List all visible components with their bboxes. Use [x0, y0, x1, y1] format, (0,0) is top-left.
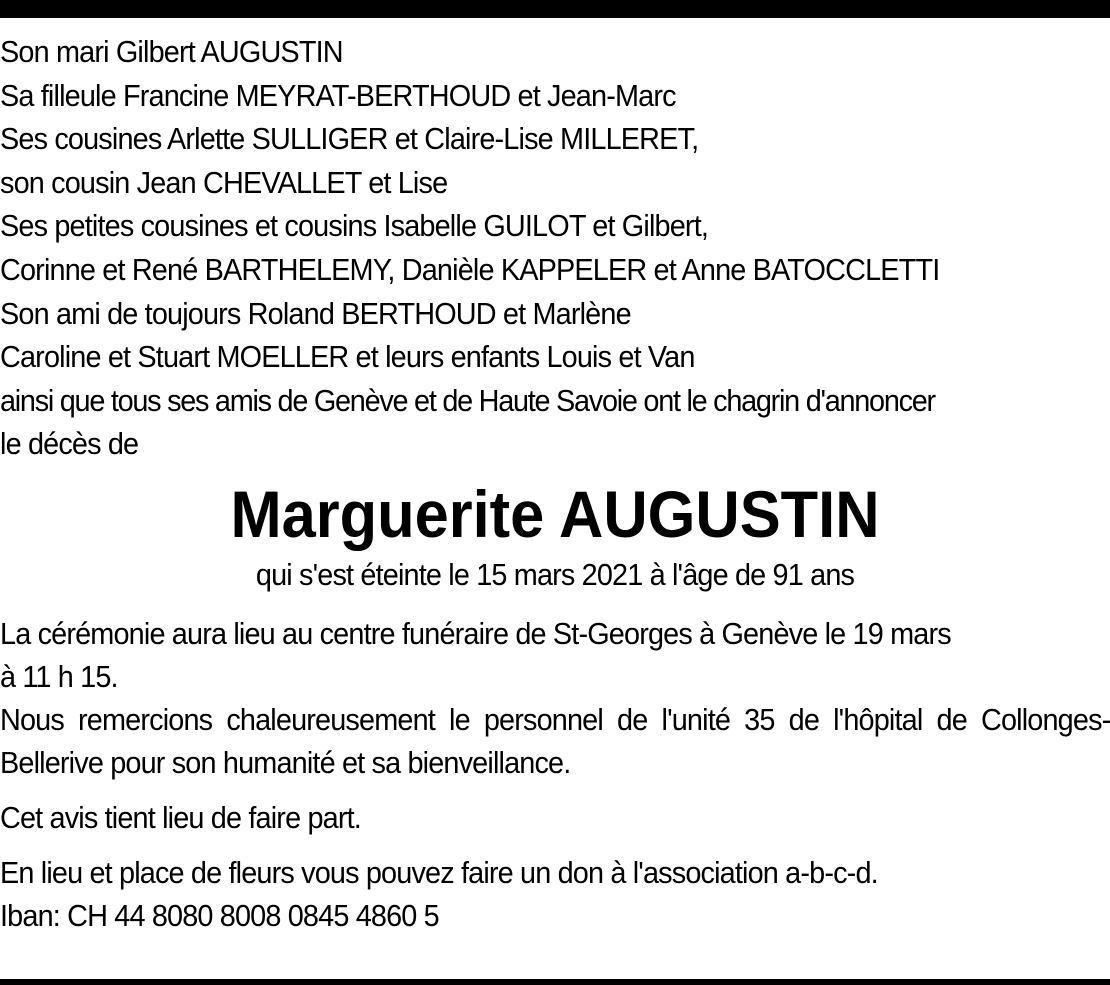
- family-line: le décès de: [0, 426, 139, 462]
- bottom-border-rule: [0, 979, 1110, 985]
- family-line: Ses petites cousines et cousins Isabelle GUILOT et Gilbert,: [0, 208, 709, 244]
- family-list: [0, 30, 1110, 466]
- family-line: son cousin Jean CHEVALLET et Lise: [0, 164, 448, 200]
- family-line: Corinne et René BARTHELEMY, Danièle KAPPELER et Anne BATOCCLETTI: [0, 251, 940, 287]
- ceremony-paragraph: [0, 612, 1110, 698]
- obituary-notice: [0, 30, 1110, 937]
- donation-line: En lieu et place de fleurs vous pouvez faire un don à l'association a-b-c-d.: [0, 854, 878, 890]
- deceased-name: Marguerite AUGUSTIN: [230, 476, 880, 551]
- iban-line: Iban: CH 44 8080 8008 0845 4860 5: [0, 897, 439, 933]
- family-line: Son ami de toujours Roland BERTHOUD et Marlène: [0, 295, 631, 331]
- notice-text: Cet avis tient lieu de faire part.: [0, 799, 361, 835]
- family-line: Caroline et Stuart MOELLER et leurs enfants Louis et Van: [0, 339, 695, 375]
- ceremony-line: à 11 h 15.: [0, 658, 118, 694]
- family-line: Ses cousines Arlette SULLIGER et Claire-Lise MILLERET,: [0, 121, 699, 157]
- death-info: qui s'est éteinte le 15 mars 2021 à l'âge de 91 ans: [255, 556, 855, 592]
- family-line: Son mari Gilbert AUGUSTIN: [0, 34, 343, 69]
- donation-paragraph: [0, 851, 1110, 937]
- family-line: Sa filleule Francine MEYRAT-BERTHOUD et Jean-Marc: [0, 77, 676, 113]
- thanks-paragraph: Nous remercions chaleureusement le personnel de l'unité 35 de l'hôpital de Collonges-Bellerive pour son humanité et sa bienveillance.: [0, 701, 1110, 780]
- family-line: ainsi que tous ses amis de Genève et de Haute Savoie ont le chagrin d'annoncer: [0, 382, 935, 418]
- ceremony-line: La cérémonie aura lieu au centre funéraire de St-Georges à Genève le 19 mars: [0, 615, 951, 651]
- top-border-rule: [0, 0, 1110, 18]
